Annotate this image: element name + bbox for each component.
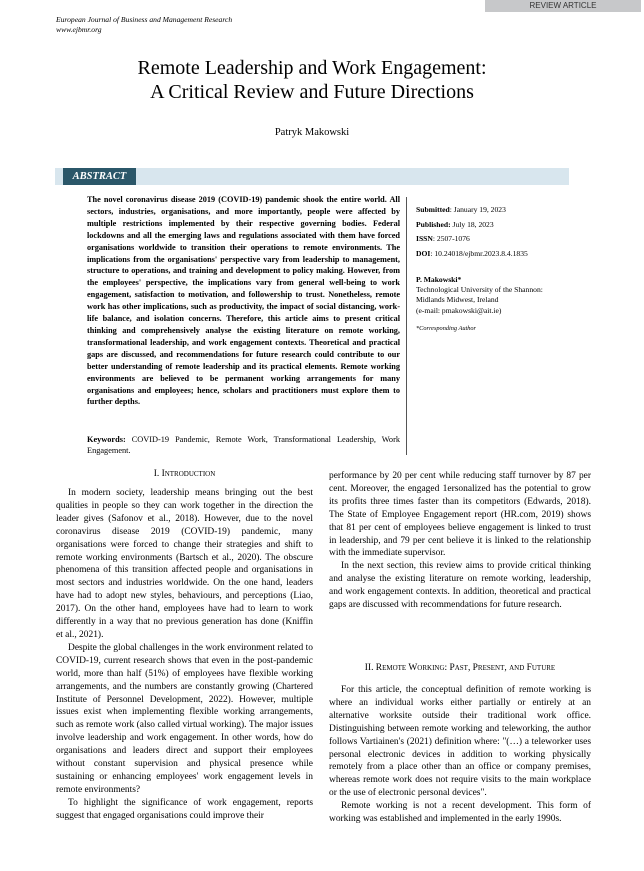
keywords-label: Keywords: bbox=[87, 435, 126, 444]
paragraph: In the next section, this review aims to provide critical thinking and analyse the existing literature on remote working, leadership, and work engagement contexts. In addition, theoretical and practical gaps are discussed with recommendations for future research. bbox=[329, 561, 591, 611]
submitted-date: Submitted: January 19, 2023 bbox=[416, 205, 506, 214]
keywords bbox=[87, 434, 400, 456]
title-line-2: A Critical Review and Future Directions bbox=[150, 81, 474, 103]
author-name: Patryk Makowski bbox=[274, 127, 350, 138]
abstract-divider bbox=[406, 197, 407, 455]
keywords-text: COVID-19 Pandemic, Remote Work, Transformational Leadership, Work Engagement. bbox=[87, 435, 400, 455]
affiliation-line-2: Midlands Midwest, Ireland bbox=[416, 295, 499, 305]
issn: ISSN: 2507-1076 bbox=[416, 234, 470, 243]
doi[interactable]: DOI: 10.24018/ejbmr.2023.8.4.1835 bbox=[416, 248, 528, 258]
paragraph: Despite the global challenges in the work environment related to COVID-19, current research shows that even in the post-pandemic world, more than half (51%) of employees have flexible working arrangements, and the numbers are constantly growing (Chartered Institute of Personnel Development, 2022). However, multiple issues exist when implementing flexible working arrangements, such as remote work (also called virtual working). The major issues involve leadership and work engagement. In other words, how do organisations and leaders direct and support their employees without constant supervision and physical presence while sustaining or enhancing employees' work engagement levels in remote environments? bbox=[56, 642, 313, 795]
journal-header bbox=[56, 15, 232, 35]
abstract-text: The novel coronavirus disease 2019 (COVID-19) pandemic shook the entire world. All sectors, industries, organisations, and more importantly, people were affected by multiple restrictions implemented by their respective governing bodies. Federal lockdowns and all the emerging laws and regulations associated with them have forced organisations worldwide to transition their operations to remote environments. The implications from the organisations' perspective vary from leadership to management, structure to operations, and training and development to policy making. However, from the employees' perspective, the implications vary from general well-being to work engagement, satisfaction to motivation, and followership to trust. Nonetheless, remote work has other implications, such as productivity, the impact of social distancing, work-life balance, and isolation concerns. Therefore, this article aims to present critical thinking and comprehensively analyse the existing literature on remote working, transformational leadership, and work engagement contexts. Theoretical and practical gaps are discussed, and recommendations for future research could contribute to our better understanding of remote leadership and its practical elements. Remote working environments are believed to be permanent working arrangements for many organisations and employees; hence, scholars and practitioners must explore them to further depths. bbox=[87, 195, 400, 407]
journal-name: European Journal of Business and Management Research bbox=[56, 15, 233, 24]
corresponding-name: P. Makowski* bbox=[416, 275, 462, 284]
section-heading-introduction: I. Introduction bbox=[153, 469, 216, 479]
affiliation-line-1: Technological University of the Shannon: bbox=[416, 285, 543, 295]
abstract-label: ABSTRACT bbox=[63, 168, 136, 185]
paragraph: Remote working is not a recent development. This form of working was established and implemented in the early 1990s. bbox=[329, 801, 591, 825]
corresponding-author bbox=[416, 275, 586, 316]
corresponding-note: *Corresponding Author bbox=[416, 325, 477, 332]
right-column-top bbox=[329, 470, 591, 612]
right-column-bottom bbox=[329, 684, 591, 826]
paragraph: performance by 20 per cent while reducing staff turnover by 87 per cent. Moreover, the engaged 1ersonalized has the potential to grow its profits three times faster than its competitors (Edwards, 2018). The State of Employee Engagement report (HR.com, 2019) shows that 81 per cent of employees believe engagement is linked to trust in leadership, and 79 per cent believe it is linked to the relationship with the immediate supervisor. bbox=[329, 471, 591, 559]
paragraph: To highlight the significance of work engagement, reports suggest that engaged organisations could improve their bbox=[56, 797, 313, 821]
section-heading-remote-working: II. Remote Working: Past, Present, and Future bbox=[364, 663, 556, 673]
left-column bbox=[56, 487, 313, 823]
journal-url[interactable]: www.ejbmr.org bbox=[56, 25, 102, 34]
author-email[interactable]: (e-mail: pmakowski@ait.ie) bbox=[416, 305, 502, 315]
paragraph: For this article, the conceptual definition of remote working is where an individual works either partially or entirely at an alternative worksite outside their traditional work office. Distinguishing between remote working and teleworking, the author follows Vartiainen's (2021) definition where: "(…) a teleworker uses personal electronic devices in addition to working physically remotely from a place other than an office or company premises, whereas remote work does not require visits to the main workplace or the use of electronic personal devices". bbox=[329, 685, 591, 799]
title-line-1: Remote Leadership and Work Engagement: bbox=[137, 57, 487, 79]
article-title bbox=[60, 56, 564, 104]
published-date: Published: July 18, 2023 bbox=[416, 219, 494, 229]
article-meta bbox=[416, 203, 586, 261]
article-type-badge: REVIEW ARTICLE bbox=[485, 0, 641, 12]
paragraph: In modern society, leadership means bringing out the best qualities in people so they can work together in the direction the leader gives (Safonov et al., 2018). However, due to the novel coronavirus disease 2019 (COVID-19) pandemic, many organisations were forced to change their strategies and shift to remote working environments (Bartsch et al., 2020). The obscure phenomena of this transition affected people and organisations in most sectors and industries worldwide. On the one hand, leaders have had to adopt new styles, behaviours, and perceptions (Liao, 2017). On the other hand, employees have had to learn to work differently in a way that no previous generation has done (Kniffin et al., 2021). bbox=[56, 488, 313, 640]
